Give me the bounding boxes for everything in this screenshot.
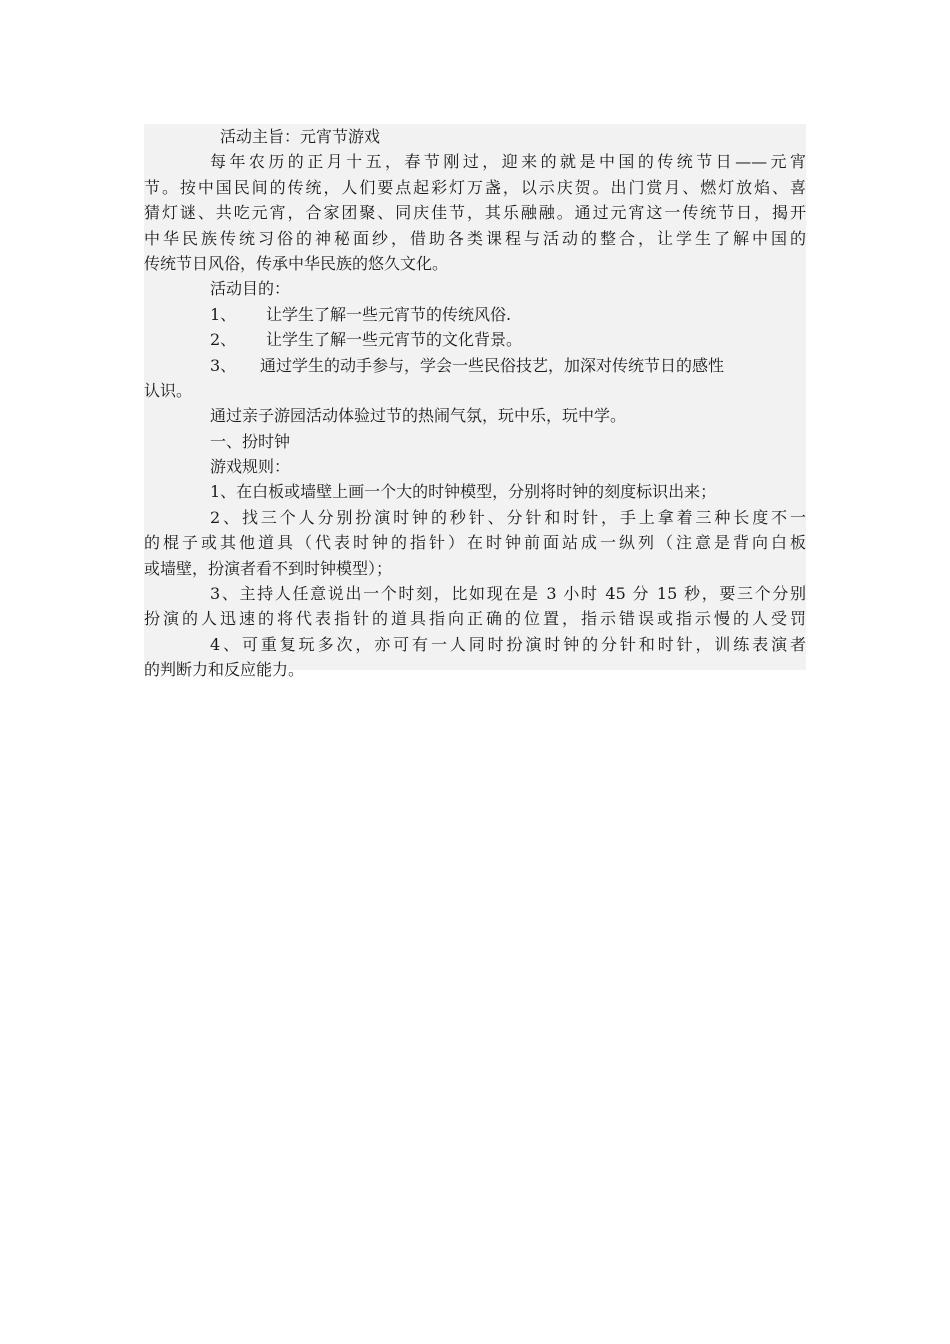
activity-theme: 活动主旨：元宵节游戏 bbox=[220, 127, 381, 146]
goal-item-3-continued: 认识。 bbox=[144, 380, 193, 400]
rule-2-line-3: 或墙壁，扮演者看不到时钟模型）； bbox=[144, 558, 393, 578]
intro-line-5: 传统节日风俗，传承中华民族的悠久文化。 bbox=[144, 253, 449, 273]
intro-line-3: 猜灯谜、共吃元宵，合家团聚、同庆佳节，其乐融融。通过元宵这一传统节日，揭开 bbox=[144, 203, 806, 223]
rule-4-line-1: 4、可重复玩多次，亦可有一人同时扮演时钟的分针和时针，训练表演者 bbox=[210, 634, 806, 654]
document-text-block bbox=[144, 124, 806, 680]
rule-4-line-2: 的判断力和反应能力。 bbox=[144, 660, 305, 680]
rule-3-line-1: 3、主持人任意说出一个时刻，比如现在是 3 小时 45 分 15 秒，要三个分别 bbox=[210, 584, 806, 604]
section-heading-clock: 一、扮时钟 bbox=[210, 431, 291, 451]
intro-line-2: 节。按中国民间的传统，人们要点起彩灯万盏，以示庆贺。出门赏月、燃灯放焰、喜 bbox=[144, 177, 806, 197]
rule-2-line-2: 的棍子或其他道具（代表时钟的指针）在时钟前面站成一纵列（注意是背向白板 bbox=[144, 533, 806, 553]
goal-text: 通过学生的动手参与，学会一些民俗技艺，加深对传统节日的感性 bbox=[260, 355, 725, 375]
goal-item-3 bbox=[144, 353, 806, 378]
goal-number: 3、 bbox=[210, 355, 237, 375]
goal-text: 让学生了解一些元宵节的文化背景。 bbox=[266, 330, 523, 350]
intro-line-1: 每年农历的正月十五，春节刚过，迎来的就是中国的传统节日——元宵 bbox=[210, 152, 806, 172]
intro-line-4: 中华民族传统习俗的神秘面纱，借助各类课程与活动的整合，让学生了解中国的 bbox=[144, 228, 806, 248]
rule-2-line-1: 2、找三个人分别扮演时钟的秒针、分针和时针，手上拿着三种长度不一 bbox=[210, 507, 806, 527]
goal-number: 1、 bbox=[210, 304, 237, 324]
activity-summary: 通过亲子游园活动体验过节的热闹气氛，玩中乐，玩中学。 bbox=[210, 406, 627, 426]
goal-item-2 bbox=[144, 327, 806, 352]
rule-1: 1、在白板或墙壁上画一个大的时钟模型，分别将时钟的刻度标识出来； bbox=[210, 482, 717, 502]
rules-heading: 游戏规则： bbox=[210, 457, 291, 477]
goal-item-1 bbox=[144, 302, 806, 327]
rule-3-line-2: 扮演的人迅速的将代表指针的道具指向正确的位置，指示错误或指示慢的人受罚 bbox=[144, 609, 806, 629]
goal-text: 让学生了解一些元宵节的传统风俗. bbox=[266, 304, 512, 324]
goals-heading: 活动目的： bbox=[210, 279, 291, 299]
goal-number: 2、 bbox=[210, 330, 237, 350]
